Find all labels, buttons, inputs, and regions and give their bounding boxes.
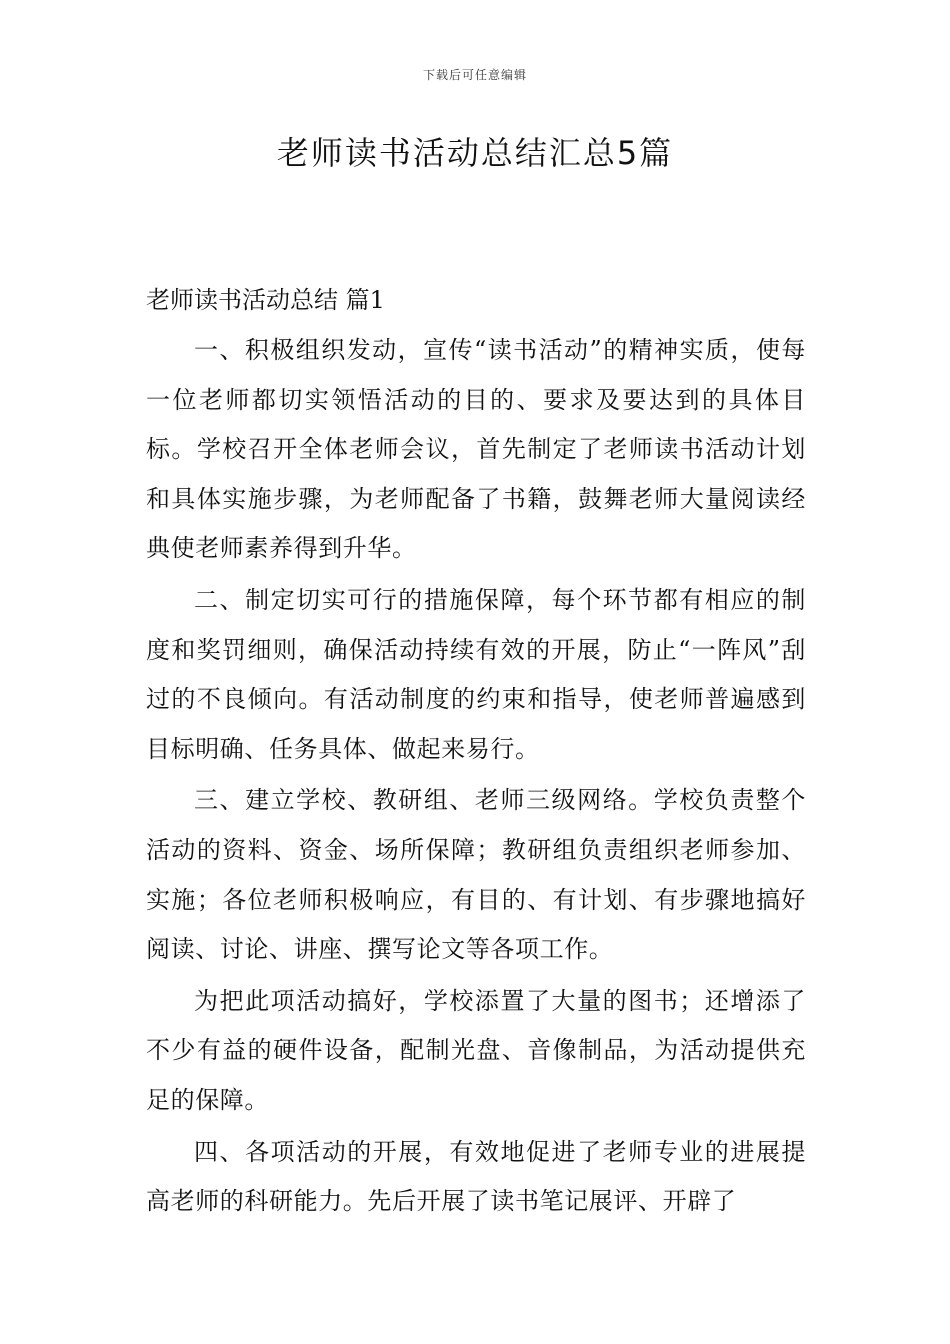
paragraph-4: 为把此项活动搞好，学校添置了大量的图书；还增添了不少有益的硬件设备，配制光盘、音像制品，为活动提供充足的保障。 bbox=[146, 986, 806, 1114]
paragraph-5: 四、各项活动的开展，有效地促进了老师专业的进展提高老师的科研能力。先后开展了读书笔记展评、开辟了 bbox=[146, 1137, 806, 1216]
document-title: 老师读书活动总结汇总5篇 bbox=[276, 134, 674, 172]
paragraph-2: 二、制定切实可行的措施保障，每个环节都有相应的制度和奖罚细则，确保活动持续有效的开展，防止“一阵风”刮过的不良倾向。有活动制度的约束和指导，使老师普遍感到目标明确、任务具体、做起来易行。 bbox=[146, 585, 806, 763]
document-body bbox=[146, 276, 806, 1229]
header-note: 下载后可任意编辑 bbox=[422, 68, 527, 82]
paragraph-3: 三、建立学校、教研组、老师三级网络。学校负责整个活动的资料、资金、场所保障；教研组负责组织老师参加、实施；各位老师积极响应，有目的、有计划、有步骤地搞好阅读、讨论、讲座、撰写论文等各项工作。 bbox=[146, 786, 806, 964]
paragraph-1: 一、积极组织发动，宣传“读书活动”的精神实质，使每一位老师都切实领悟活动的目的、要求及要达到的具体目标。学校召开全体老师会议，首先制定了老师读书活动计划和具体实施步骤，为老师配备了书籍，鼓舞老师大量阅读经典使老师素养得到升华。 bbox=[146, 336, 806, 563]
section-heading: 老师读书活动总结 篇1 bbox=[146, 286, 385, 314]
